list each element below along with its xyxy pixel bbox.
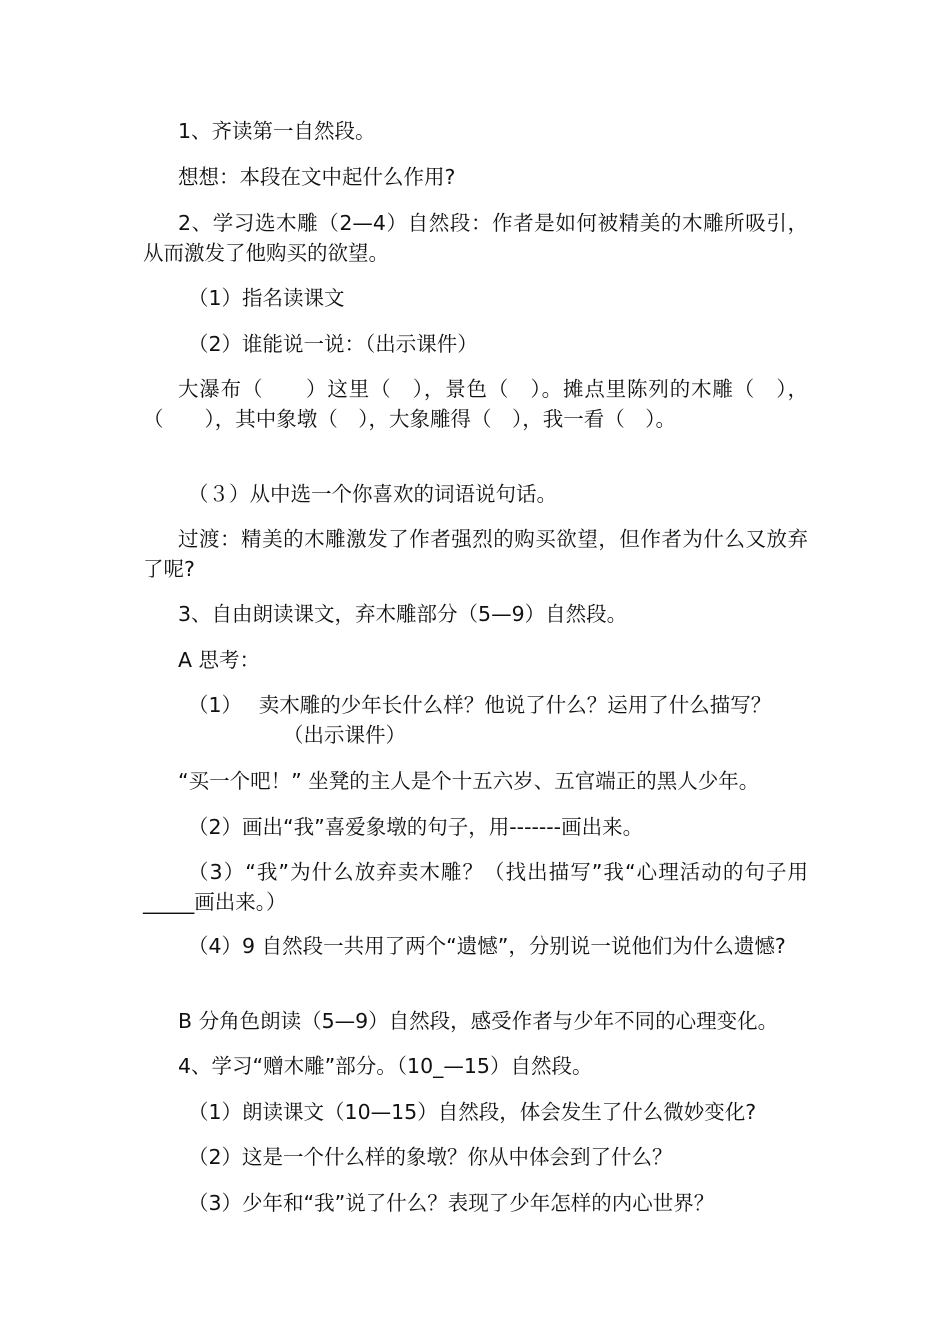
sub-2-who-can-say: （2）谁能说一说：（出示课件） [188,332,478,356]
think-1-show-slides: （出示课件） [283,723,406,747]
gift-3-boy-inner-world: （3）少年和“我”说了什么？表现了少年怎样的内心世界？ [188,1191,715,1215]
fill-in-blank-passage: 大瀑布（ ）这里（ ），景色（ ）。摊点里陈列的木雕（ ），（ ），其中象墩（ ），大象雕得（ ），我一看（ ）。 [143,377,808,431]
step-2-study-choosing-carving: 2、学习选木雕（2—4）自然段：作者是如何被精美的木雕所吸引，从而激发了他购买的欲望。 [143,211,808,265]
gift-1-read-text: （1）朗读课文（10—15）自然段，体会发生了什么微妙变化? [188,1100,757,1124]
sub-3-make-sentence: （３）从中选一个你喜欢的词语说句话。 [188,482,557,506]
quote-buy-one: “买一个吧！” 坐凳的主人是个十五六岁、五官端正的黑人少年。 [178,769,760,793]
sub-1-read-text: （1）指名读课文 [188,286,345,310]
step-3-read-abandon-part: 3、自由朗读课文，弃木雕部分（5—9）自然段。 [178,602,628,626]
think-3-why-give-up: （3）“我”为什么放弃卖木雕？（找出描写”我“心理活动的句子用_____画出来。） [143,860,808,914]
step-1-read-paragraph-one: 1、齐读第一自然段。 [178,119,376,143]
gift-2-what-kind-stool: （2）这是一个什么样的象墩？你从中体会到了什么？ [188,1145,673,1169]
section-a-think: A 思考： [178,648,261,672]
think-1-boy-description: （1） 卖木雕的少年长什么样？他说了什么？运用了什么描写？ [188,693,772,717]
step-4-gift-carving: 4、学习“赠木雕”部分。（10_—15）自然段。 [178,1054,593,1078]
think-2-underline-sentences: （2）画出“我”喜爱象墩的句子，用-------画出来。 [188,815,644,839]
question-paragraph-role: 想想：本段在文中起什么作用? [178,165,456,189]
section-b-role-reading: B 分角色朗读（5—9）自然段，感受作者与少年不同的心理变化。 [178,1009,779,1033]
think-4-two-regrets: （4）9 自然段一共用了两个“遗憾”，分别说一说他们为什么遗憾? [188,934,786,958]
transition-paragraph: 过渡：精美的木雕激发了作者强烈的购买欲望，但作者为什么又放弃了呢? [143,527,808,581]
